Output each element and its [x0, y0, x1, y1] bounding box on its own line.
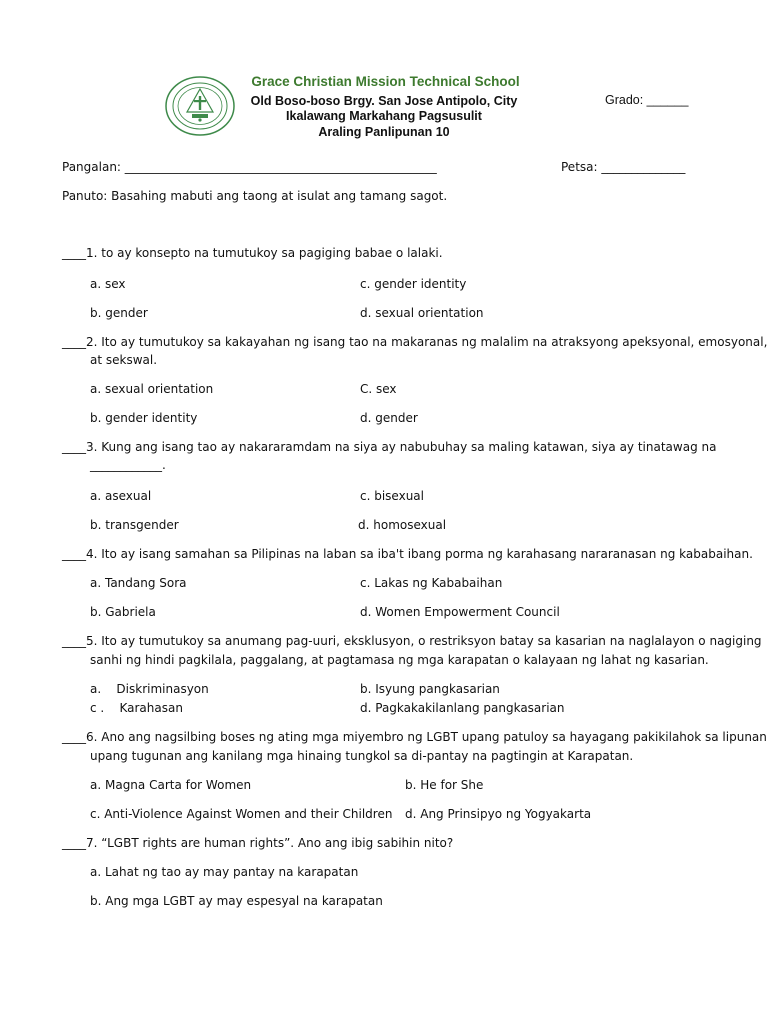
question-3: ____3. Kung ang isang tao ay nakararamdam na siya ay nabubuhay sa maling katawan, siya ay tinatawag na	[62, 440, 717, 454]
q5-option-d: d. Pagkakakilanlang pangkasarian	[360, 701, 565, 715]
question-1: ____1. to ay konsepto na tumutukoy sa pagiging babae o lalaki.	[62, 246, 443, 260]
q2-option-b: b. gender identity	[90, 411, 198, 425]
q4-option-b: b. Gabriela	[90, 605, 156, 619]
question-2: ____2. Ito ay tumutukoy sa kakayahan ng isang tao na makaranas ng malalim na atraksyong apeksyonal, emosyonal,	[62, 335, 768, 349]
school-address: Old Boso-boso Brgy. San Jose Antipolo, City	[250, 94, 518, 108]
q3-option-d: d. homosexual	[358, 518, 447, 532]
q4-option-a: a. Tandang Sora	[90, 576, 187, 590]
question-2-continued: at sekswal.	[90, 353, 158, 367]
q7-option-b: b. Ang mga LGBT ay may espesyal na karapatan	[90, 894, 383, 908]
question-5: ____5. Ito ay tumutukoy sa anumang pag-uuri, eksklusyon, o restriksyon batay sa kasarian na naglalayon o nagiging	[62, 634, 762, 648]
q5-option-c: c . Karahasan	[90, 701, 183, 715]
q7-option-a: a. Lahat ng tao ay may pantay na karapatan	[90, 865, 359, 879]
q6-option-a: a. Magna Carta for Women	[90, 778, 252, 792]
q1-option-c: c. gender identity	[360, 277, 467, 291]
question-7: ____7. “LGBT rights are human rights”. Ano ang ibig sabihin nito?	[62, 836, 454, 850]
question-3-continued: ____________.	[90, 458, 166, 472]
q1-option-a: a. sex	[90, 277, 126, 291]
q2-option-d: d. gender	[360, 411, 418, 425]
subject-title: Araling Panlipunan 10	[318, 125, 450, 139]
petsa-field: Petsa: ______________	[561, 160, 686, 174]
q4-option-c: c. Lakas ng Kababaihan	[360, 576, 503, 590]
q4-option-d: d. Women Empowerment Council	[360, 605, 560, 619]
pangalan-field: Pangalan: ____________________________________________________	[62, 160, 437, 174]
q6-option-c: c. Anti-Violence Against Women and their Children	[90, 807, 393, 821]
q1-option-b: b. gender	[90, 306, 148, 320]
q2-option-c: C. sex	[360, 382, 397, 396]
q3-option-c: c. bisexual	[360, 489, 424, 503]
school-name: Grace Christian Mission Technical School	[251, 74, 520, 89]
q1-option-d: d. sexual orientation	[360, 306, 484, 320]
q3-option-b: b. transgender	[90, 518, 179, 532]
q5-option-b: b. Isyung pangkasarian	[360, 682, 500, 696]
grado-field: Grado: ______	[605, 93, 689, 107]
question-5-continued: sanhi ng hindi pagkilala, paggalang, at pagtamasa ng mga karapatan o kalayaan ng lahat ng kasarian.	[90, 653, 709, 667]
q6-option-d: d. Ang Prinsipyo ng Yogyakarta	[405, 807, 592, 821]
question-6-continued: upang tugunan ang kanilang mga hinaing tungkol sa di-pantay na pagtingin at Karapatan.	[90, 749, 634, 763]
exam-title: Ikalawang Markahang Pagsusulit	[286, 109, 482, 123]
q5-option-a: a. Diskriminasyon	[90, 682, 209, 696]
q2-option-a: a. sexual orientation	[90, 382, 214, 396]
q3-option-a: a. asexual	[90, 489, 152, 503]
instructions: Panuto: Basahing mabuti ang taong at isulat ang tamang sagot.	[62, 189, 448, 203]
question-6: ____6. Ano ang nagsilbing boses ng ating mga miyembro ng LGBT upang patuloy sa hayagang pakikilahok sa lipunan	[62, 730, 767, 744]
q6-option-b: b. He for She	[405, 778, 484, 792]
question-4: ____4. Ito ay isang samahan sa Pilipinas na laban sa iba't ibang porma ng karahasang nararanasan ng kababaihan.	[62, 547, 753, 561]
